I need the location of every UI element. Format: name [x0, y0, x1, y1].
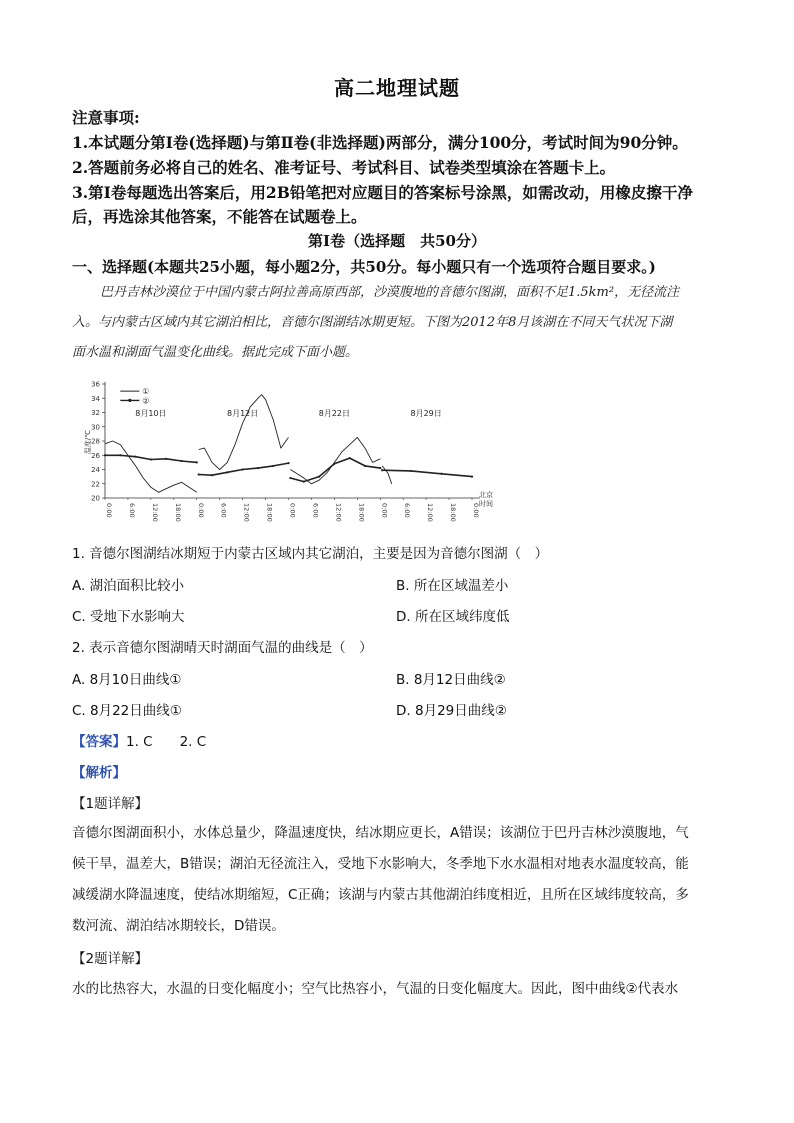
x-tick-label: 12:00 — [426, 503, 435, 522]
detail-1-line-1: 音德尔图湖面积小，水体总量少，降温速度快，结冰期应更长，A错误；该湖位于巴丹吉林沙漠腹地，气 — [72, 825, 689, 841]
series-2-point — [150, 458, 152, 460]
answer-label: 【答案】 — [72, 734, 126, 750]
series-2-point — [349, 457, 351, 459]
notice-heading: 注意事项: — [72, 108, 140, 127]
y-tick-label: 20 — [91, 494, 100, 503]
chart-axes — [102, 382, 480, 500]
series-2-point — [257, 467, 259, 469]
detail-1-line-3: 减缓湖水降温速度，使结冰期缩短，C正确；该湖与内蒙古其他湖泊纬度相近，且所在区域纬度较高，多 — [72, 887, 689, 903]
notice-item-2: 2.答题前务必将自己的姓名、准考证号、考试科目、试卷类型填涂在答题卡上。 — [72, 158, 616, 177]
chart-labels — [83, 381, 493, 522]
x-tick-label: 0:00 — [196, 503, 205, 518]
detail-1-line-2: 候干旱，温差大，B错误；湖泊无径流注入，受地下水影响大，冬季地下水水温相对地表水温度较高，能 — [72, 856, 689, 872]
answer-line — [72, 730, 206, 750]
series-1-segment-3 — [290, 437, 380, 483]
question-2-stem: 2. 表示音德尔图湖晴天时湖面气温的曲线是（ ） — [72, 640, 373, 656]
series-1-segment-1 — [105, 441, 197, 492]
series-2-point — [226, 471, 228, 473]
x-axis-label: 时间 — [479, 500, 493, 508]
analysis-line — [72, 761, 126, 781]
y-tick-label: 26 — [91, 451, 100, 460]
question-1-stem: 1. 音德尔图湖结冰期短于内蒙古区域内其它湖泊，主要是因为音德尔图湖（ ） — [72, 546, 549, 562]
y-axis-label: 温度/℃ — [84, 429, 92, 455]
x-tick-label: 18:00 — [173, 503, 182, 522]
question-1-option-d[interactable]: D. 所在区域纬度低 — [396, 609, 510, 625]
x-tick-label: 6:00 — [311, 503, 320, 518]
series-2-point — [440, 473, 442, 475]
day-label: 8月12日 — [226, 409, 259, 419]
series-1-segment-4 — [382, 466, 392, 484]
passage-line-3: 面水温和湖面气温变化曲线。据此完成下面小题。 — [72, 345, 359, 360]
section-heading: 第Ⅰ卷（选择题 共50分） — [308, 232, 486, 250]
analysis-label: 【解析】 — [72, 765, 126, 781]
detail-1-heading: 【1题详解】 — [72, 796, 149, 812]
y-tick-label: 28 — [91, 437, 100, 446]
x-tick-label: 12:00 — [334, 503, 343, 522]
x-tick-label: 12:00 — [242, 503, 251, 522]
passage-line-2: 入。与内蒙古区域内其它湖泊相比，音德尔图湖结冰期更短。下图为2012年8月该湖在不同天气状况下湖 — [72, 315, 673, 330]
question-2-option-c[interactable]: C. 8月22日曲线① — [72, 703, 182, 719]
question-1-option-b[interactable]: B. 所在区域温差小 — [396, 578, 509, 594]
notice-item-3b: 后，再选涂其他答案，不能答在试题卷上。 — [72, 207, 367, 226]
series-2-point — [134, 456, 136, 458]
y-tick-label: 32 — [91, 409, 100, 417]
x-tick-label: 0:00 — [380, 503, 389, 518]
x-tick-label: 6:00 — [219, 503, 228, 518]
series-2-point — [180, 460, 182, 462]
x-tick-label: 18:00 — [265, 503, 274, 522]
y-tick-label: 30 — [91, 423, 100, 432]
y-tick-label: 34 — [91, 394, 100, 403]
y-tick-label: 22 — [91, 480, 100, 489]
series-2-point — [318, 476, 320, 478]
series-2-segment-4 — [382, 470, 472, 476]
x-tick-label: 0:00 — [472, 503, 480, 518]
series-2-point — [289, 477, 291, 479]
series-2-point — [242, 468, 244, 470]
day-label: 8月10日 — [135, 409, 167, 419]
series-1-segment-2 — [199, 395, 289, 470]
series-2-point — [211, 474, 213, 476]
detail-2-heading: 【2题详解】 — [72, 951, 149, 967]
series-2-point — [287, 462, 289, 464]
legend-label-2: ② — [142, 396, 150, 406]
answer-text: 1. C 2. C — [126, 734, 207, 750]
notice-item-3a: 3.第Ⅰ卷每题选出答案后，用2B铅笔把对应题目的答案标号涂黑，如需改动，用橡皮擦干净 — [72, 183, 693, 202]
series-2-point — [198, 473, 200, 475]
passage-line-1: 巴丹吉林沙漠位于中国内蒙古阿拉善高原西部，沙漠腹地的音德尔图湖，面积不足1.5km²，无径流注 — [100, 285, 680, 300]
legend-marker-2 — [128, 399, 131, 402]
day-label: 8月22日 — [318, 409, 351, 419]
series-2-point — [104, 454, 106, 456]
question-1-option-a[interactable]: A. 湖泊面积比较小 — [72, 578, 185, 594]
x-tick-label: 18:00 — [357, 503, 366, 522]
notice-item-1: 1.本试题分第Ⅰ卷(选择题)与第Ⅱ卷(非选择题)两部分，满分100分，考试时间为90分钟。 — [72, 133, 688, 152]
series-2-point — [303, 481, 305, 483]
x-axis-label: 北京 — [479, 491, 493, 499]
y-tick-label: 36 — [91, 380, 100, 389]
question-1-option-c[interactable]: C. 受地下水影响大 — [72, 609, 185, 625]
x-tick-label: 12:00 — [150, 503, 159, 522]
part-one-heading: 一、选择题(本题共25小题，每小题2分，共50分。每小题只有一个选项符合题目要求。) — [72, 258, 656, 276]
series-2-point — [119, 454, 121, 456]
question-2-option-d[interactable]: D. 8月29日曲线② — [396, 703, 507, 719]
series-2-point — [379, 467, 381, 469]
x-tick-label: 0:00 — [288, 503, 297, 518]
series-2-point — [196, 461, 198, 463]
series-2-point — [364, 465, 366, 467]
x-tick-label: 6:00 — [127, 503, 136, 518]
series-2-point — [165, 458, 167, 460]
detail-2-line-1: 水的比热容大，水温的日变化幅度小；空气比热容小，气温的日变化幅度大。因此，图中曲线②代表水 — [72, 981, 679, 997]
page-title: 高二地理试题 — [334, 76, 460, 100]
detail-1-line-4: 数河流、湖泊结冰期较长，D错误。 — [72, 918, 285, 934]
x-tick-label: 0:00 — [105, 503, 113, 518]
x-tick-label: 18:00 — [449, 503, 458, 522]
question-2-option-a[interactable]: A. 8月10日曲线① — [72, 672, 182, 688]
series-2-point — [410, 470, 412, 472]
series-2-point — [333, 463, 335, 465]
series-2-point — [381, 469, 383, 471]
question-2-option-b[interactable]: B. 8月12日曲线② — [396, 672, 506, 688]
temperature-chart — [80, 376, 510, 524]
series-2-point — [471, 476, 473, 478]
day-label: 8月29日 — [410, 409, 442, 419]
x-tick-label: 6:00 — [403, 503, 412, 518]
series-2-point — [272, 465, 274, 467]
legend-label-1: ① — [142, 387, 150, 397]
y-tick-label: 24 — [91, 466, 100, 474]
